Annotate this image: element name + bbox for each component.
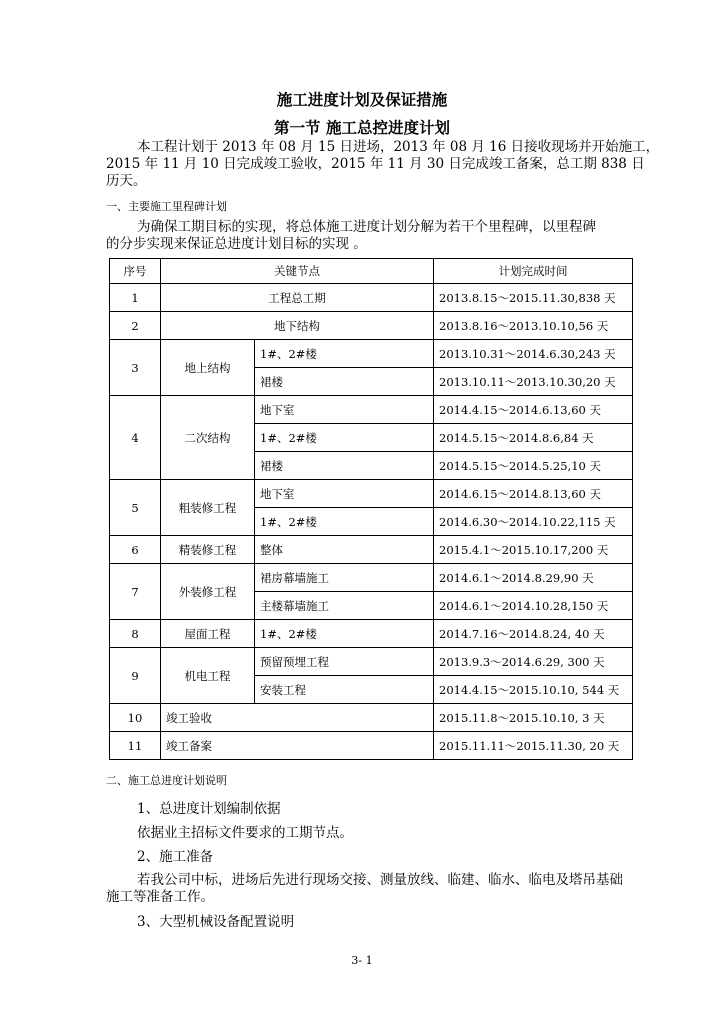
row-sub: 整体 <box>255 536 434 564</box>
row-time: 2015.4.1～2015.10.17,200 天 <box>434 536 633 564</box>
milestone-heading: 一、主要施工里程碑计划 <box>106 200 227 213</box>
milestone-para-line-2: 的分步实现来保证总进度计划目标的实现 。 <box>106 236 367 252</box>
row-main: 精装修工程 <box>161 536 255 564</box>
row-time: 2014.6.1～2014.10.28,150 天 <box>434 592 633 620</box>
item1-heading: 1、总进度计划编制依据 <box>137 801 281 817</box>
row-node: 工程总工期 <box>161 284 434 312</box>
row-no: 1 <box>110 284 161 312</box>
table-row <box>110 704 633 732</box>
row-sub: 1#、2#楼 <box>255 508 434 536</box>
table-row <box>110 648 633 676</box>
row-sub: 裙楼 <box>255 368 434 396</box>
header-no: 序号 <box>110 259 161 284</box>
row-time: 2014.4.15～2015.10.10, 544 天 <box>434 676 633 704</box>
item2-line-2: 施工等准备工作。 <box>106 889 214 905</box>
table-row <box>110 620 633 648</box>
row-main: 二次结构 <box>161 396 255 480</box>
row-no: 2 <box>110 312 161 340</box>
row-time: 2014.6.15～2014.8.13,60 天 <box>434 480 633 508</box>
row-main: 外装修工程 <box>161 564 255 620</box>
row-sub: 1#、2#楼 <box>255 340 434 368</box>
table-row <box>110 480 633 508</box>
row-main: 机电工程 <box>161 648 255 704</box>
row-time: 2014.6.30～2014.10.22,115 天 <box>434 508 633 536</box>
row-time: 2013.9.3～2014.6.29, 300 天 <box>434 648 633 676</box>
row-time: 2013.10.31～2014.6.30,243 天 <box>434 340 633 368</box>
table-row <box>110 536 633 564</box>
table-row <box>110 312 633 340</box>
section2-heading: 二、施工总进度计划说明 <box>106 774 227 787</box>
item2-heading: 2、施工准备 <box>137 849 214 865</box>
table-row <box>110 732 633 760</box>
row-time: 2014.7.16～2014.8.24, 40 天 <box>434 620 633 648</box>
row-sub: 1#、2#楼 <box>255 620 434 648</box>
milestone-para-line-1: 为确保工期目标的实现，将总体施工进度计划分解为若干个里程碑，以里程碑 <box>137 219 596 235</box>
row-time: 2014.6.1～2014.8.29,90 天 <box>434 564 633 592</box>
row-main: 地上结构 <box>161 340 255 396</box>
row-no: 10 <box>110 704 161 732</box>
intro-line-1: 本工程计划于 2013 年 08 月 15 日进场，2013 年 08 月 16 日接收现场并开始施工， <box>137 139 660 155</box>
row-sub: 地下室 <box>255 396 434 424</box>
table-header-row <box>110 259 633 284</box>
row-time: 2014.4.15～2014.6.13,60 天 <box>434 396 633 424</box>
table-row <box>110 340 633 368</box>
row-time: 2013.10.11～2013.10.30,20 天 <box>434 368 633 396</box>
item2-line-1: 若我公司中标，进场后先进行现场交接、测量放线、临建、临水、临电及塔吊基础 <box>137 872 623 888</box>
table-row <box>110 396 633 424</box>
row-main: 屋面工程 <box>161 620 255 648</box>
row-sub: 裙房幕墙施工 <box>255 564 434 592</box>
header-time: 计划完成时间 <box>434 259 633 284</box>
row-no: 4 <box>110 396 161 480</box>
row-sub: 主楼幕墙施工 <box>255 592 434 620</box>
intro-line-2: 2015 年 11 月 10 日完成竣工验收，2015 年 11 月 30 日完成竣工备案，总工期 838 日 <box>106 156 645 172</box>
row-no: 8 <box>110 620 161 648</box>
header-node: 关键节点 <box>161 259 434 284</box>
row-sub: 预留预埋工程 <box>255 648 434 676</box>
row-no: 3 <box>110 340 161 396</box>
intro-line-3: 历天。 <box>106 173 147 189</box>
row-time: 2014.5.15～2014.5.25,10 天 <box>434 452 633 480</box>
row-sub: 地下室 <box>255 480 434 508</box>
row-time: 2013.8.15～2015.11.30,838 天 <box>434 284 633 312</box>
doc-title: 施工进度计划及保证措施 <box>276 91 448 109</box>
row-no: 5 <box>110 480 161 536</box>
section-title: 第一节 施工总控进度计划 <box>274 119 450 137</box>
row-main: 粗装修工程 <box>161 480 255 536</box>
row-node: 地下结构 <box>161 312 434 340</box>
table-row <box>110 284 633 312</box>
page-number: 3- 1 <box>351 954 373 967</box>
row-time: 2014.5.15～2014.8.6,84 天 <box>434 424 633 452</box>
row-sub: 安装工程 <box>255 676 434 704</box>
row-sub: 裙楼 <box>255 452 434 480</box>
row-time: 2015.11.11～2015.11.30, 20 天 <box>434 732 633 760</box>
row-no: 7 <box>110 564 161 620</box>
row-no: 11 <box>110 732 161 760</box>
row-node: 竣工备案 <box>161 732 434 760</box>
row-no: 9 <box>110 648 161 704</box>
row-time: 2015.11.8～2015.10.10, 3 天 <box>434 704 633 732</box>
row-time: 2013.8.16～2013.10.10,56 天 <box>434 312 633 340</box>
row-sub: 1#、2#楼 <box>255 424 434 452</box>
row-no: 6 <box>110 536 161 564</box>
item3-heading: 3、大型机械设备配置说明 <box>137 914 295 930</box>
item1-text: 依据业主招标文件要求的工期节点。 <box>137 825 353 841</box>
row-node: 竣工验收 <box>161 704 434 732</box>
table-row <box>110 564 633 592</box>
milestone-table <box>109 258 633 760</box>
